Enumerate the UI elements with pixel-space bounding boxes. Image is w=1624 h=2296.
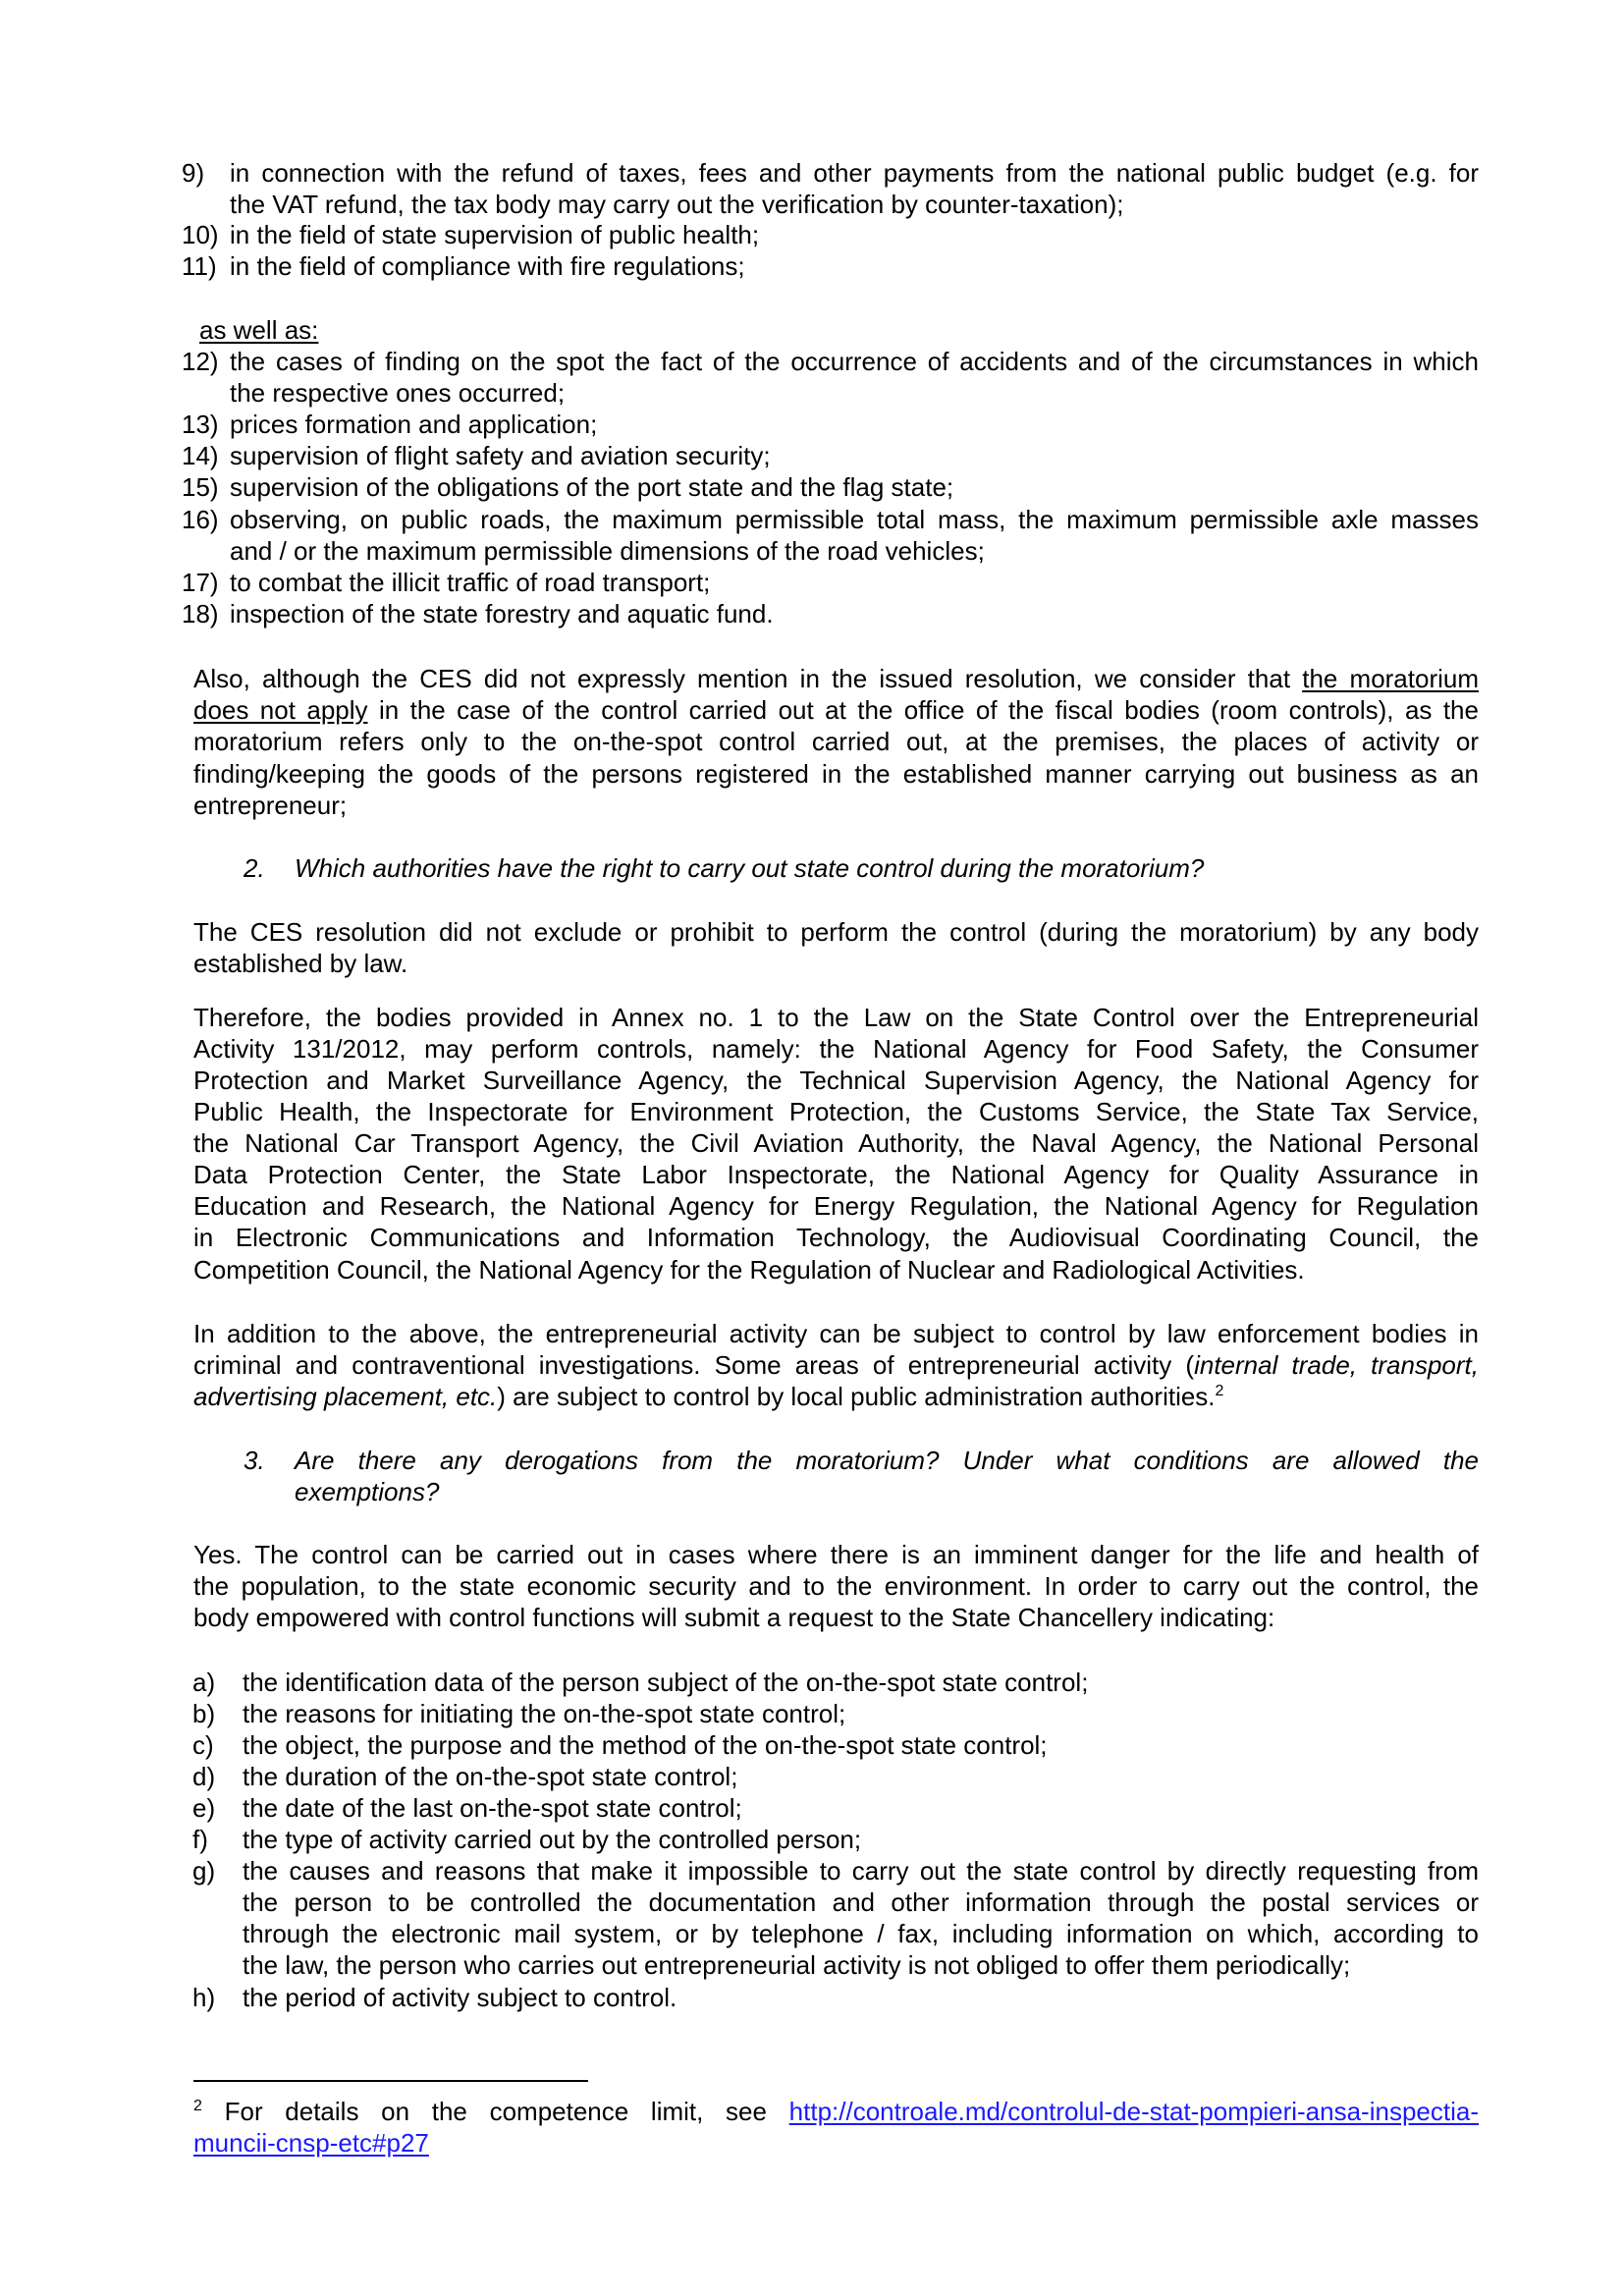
paragraph-line: the National Car Transport Agency, the Civil Aviation Authority, the Naval Agency, the National Personal [193, 1128, 1479, 1158]
emphasis-underlined: does not apply [193, 695, 368, 725]
list-item-text: the VAT refund, the tax body may carry out the verification by counter-taxation); [230, 190, 1124, 219]
list-item-text: the type of activity carried out by the controlled person; [243, 1825, 862, 1854]
paragraph-line: Competition Council, the National Agency for the Regulation of Nuclear and Radiological Activities. [193, 1255, 1305, 1285]
paragraph-line: Activity 131/2012, may perform controls, namely: the National Agency for Food Safety, the Consumer [193, 1034, 1479, 1064]
list-item-text: through the electronic mail system, or by telephone / fax, including information on which, according to [243, 1919, 1479, 1948]
list-letter: d) [192, 1762, 216, 1791]
emphasis-italic: internal trade, transport, [1194, 1350, 1479, 1380]
list-item-text: inspection of the state forestry and aquatic fund. [230, 599, 774, 629]
question-heading: exemptions? [295, 1477, 440, 1506]
emphasis-underlined: the moratorium [1302, 664, 1480, 693]
footnote-reference[interactable]: 2 [1215, 1383, 1224, 1399]
list-letter: e) [192, 1793, 216, 1823]
paragraph-line: Protection and Market Surveillance Agency, the Technical Supervision Agency, the National Agency for [193, 1066, 1479, 1095]
list-letter: g) [192, 1856, 216, 1886]
list-number: 14) [182, 441, 219, 470]
paragraph-line: body empowered with control functions will submit a request to the State Chancellery indicating: [193, 1603, 1275, 1632]
paragraph-line: advertising placement, etc.) are subject to control by local public administration authorities.$^2$ [193, 1382, 1224, 1411]
paragraph-line: criminal and contraventional investigations. Some areas of entrepreneurial activity (internal trade, transport, [193, 1350, 1479, 1380]
list-item-text: the identification data of the person subject of the on-the-spot state control; [243, 1667, 1089, 1697]
list-letter: f) [192, 1825, 208, 1854]
paragraph-line: finding/keeping the goods of the persons registered in the established manner carrying out business as an [193, 759, 1479, 789]
footnote-link[interactable]: http://controale.md/controlul-de-stat-pompieri-ansa-inspectia- [788, 2097, 1479, 2126]
list-item-text: supervision of flight safety and aviation security; [230, 441, 771, 470]
question-number: 3. [244, 1446, 265, 1475]
paragraph-line: Public Health, the Inspectorate for Environment Protection, the Customs Service, the State Tax Service, [193, 1097, 1479, 1126]
paragraph-line: does not apply in the case of the control carried out at the office of the fiscal bodies (room controls), as the [193, 695, 1479, 725]
list-item-text: in the field of state supervision of public health; [230, 220, 760, 249]
list-item-text: supervision of the obligations of the port state and the flag state; [230, 472, 954, 502]
list-item-text: the duration of the on-the-spot state control; [243, 1762, 738, 1791]
list-item-text: the date of the last on-the-spot state control; [243, 1793, 742, 1823]
list-item-text: the period of activity subject to control. [243, 1983, 677, 2012]
list-item-text: prices formation and application; [230, 410, 598, 439]
list-item-text: the person to be controlled the documentation and other information through the postal services or [243, 1887, 1479, 1917]
list-number: 18) [182, 599, 219, 629]
list-letter: a) [192, 1667, 216, 1697]
footnote: $^2$ For details on the competence limit, see http://controale.md/controlul-de-stat-pompieri-ansa-inspectia- [193, 2097, 1479, 2126]
list-item-text: to combat the illicit traffic of road transport; [230, 568, 711, 597]
list-item-text: the causes and reasons that make it impossible to carry out the state control by directly requesting from [243, 1856, 1479, 1886]
footnote-link[interactable]: muncii-cnsp-etc#p27 [193, 2128, 429, 2158]
list-item-text: observing, on public roads, the maximum permissible total mass, the maximum permissible axle masses [230, 505, 1479, 534]
list-number: 17) [182, 568, 219, 597]
list-item-text: the respective ones occurred; [230, 378, 566, 408]
footnote-number: 2 [193, 2098, 202, 2114]
list-number: 15) [182, 472, 219, 502]
paragraph-line: Therefore, the bodies provided in Annex no. 1 to the Law on the State Control over the Entrepreneurial [193, 1003, 1479, 1032]
list-item-text: in connection with the refund of taxes, fees and other payments from the national public budget (e.g. for [230, 158, 1479, 188]
paragraph-line: in Electronic Communications and Information Technology, the Audiovisual Coordinating Council, the [193, 1223, 1479, 1252]
paragraph-line: Education and Research, the National Agency for Energy Regulation, the National Agency for Regulation [193, 1191, 1479, 1221]
list-number: 11) [182, 251, 217, 281]
question-number: 2. [244, 853, 265, 883]
paragraph-line: Data Protection Center, the State Labor Inspectorate, the National Agency for Quality Assurance in [193, 1160, 1479, 1189]
paragraph-line: established by law. [193, 949, 408, 978]
list-letter: b) [192, 1699, 216, 1728]
list-item-text: the reasons for initiating the on-the-spot state control; [243, 1699, 846, 1728]
list-number: 12) [182, 347, 219, 376]
list-number: 10) [182, 220, 219, 249]
paragraph-line: Also, although the CES did not expressly mention in the issued resolution, we consider that the moratorium [193, 664, 1480, 693]
as-well-as-label: as well as: [199, 315, 319, 345]
question-heading: Are there any derogations from the moratorium? Under what conditions are allowed the [295, 1446, 1479, 1475]
paragraph-line: The CES resolution did not exclude or prohibit to perform the control (during the moratorium) by any body [193, 917, 1479, 947]
paragraph-line: entrepreneur; [193, 791, 348, 820]
list-number: 16) [182, 505, 219, 534]
list-letter: c) [192, 1730, 214, 1760]
list-item-text: the object, the purpose and the method of the on-the-spot state control; [243, 1730, 1048, 1760]
footnote-continued [193, 2127, 429, 2159]
list-item-text: in the field of compliance with fire regulations; [230, 251, 745, 281]
list-item-text: the cases of finding on the spot the fact of the occurrence of accidents and of the circumstances in which [230, 347, 1479, 376]
list-number: 9) [182, 158, 205, 188]
paragraph-line: Yes. The control can be carried out in cases where there is an imminent danger for the life and health of [193, 1540, 1479, 1569]
footnote-separator [193, 2080, 588, 2082]
list-item-text: and / or the maximum permissible dimensions of the road vehicles; [230, 536, 985, 566]
emphasis-italic: advertising placement, etc. [193, 1382, 498, 1411]
question-heading: Which authorities have the right to carry out state control during the moratorium? [295, 853, 1205, 883]
paragraph-line: the population, to the state economic security and to the environment. In order to carry out the control, the [193, 1571, 1479, 1601]
paragraph-line: moratorium refers only to the on-the-spot control carried out, at the premises, the places of activity or [193, 727, 1479, 756]
list-number: 13) [182, 410, 219, 439]
list-letter: h) [192, 1983, 216, 2012]
list-item-text: the law, the person who carries out entrepreneurial activity is not obliged to offer them periodically; [243, 1950, 1351, 1980]
paragraph-line: In addition to the above, the entrepreneurial activity can be subject to control by law enforcement bodies in [193, 1319, 1479, 1348]
